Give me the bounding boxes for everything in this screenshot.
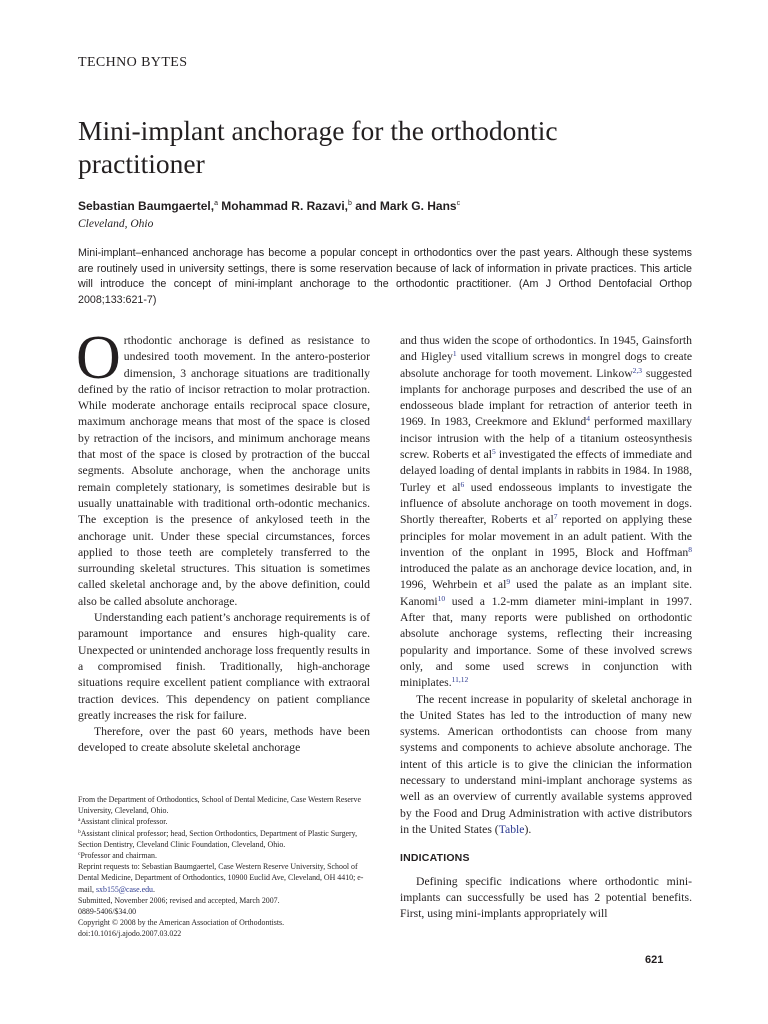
reference-link[interactable]: 8 (688, 544, 692, 554)
reference-link[interactable]: 4 (586, 414, 590, 424)
reference-link[interactable]: 2,3 (632, 365, 643, 375)
paragraph: The recent increase in popularity of skeletal anchorage in the United States has led to the introduction of many new systems. American orthodontists can choose from many systems and components to achieve absolute anchorage. The intent of this article is to give the clinician the information necessary to understand mini-implant anchorage systems as well as an overview of currently available systems approved by the Food and Drug Administration with active distributors in the United States (Table). (400, 692, 692, 836)
reference-link[interactable]: 9 (506, 577, 511, 587)
affiliation-footnote: From the Department of Orthodontics, School of Dental Medicine, Case Western Reserve University, Cleveland, Ohio. (78, 795, 361, 816)
reference-link[interactable]: 5 (491, 447, 496, 457)
footnote-b: $^b$Assistant clinical professor; head, Section Orthodontics, Department of Plastic Surgery, Section Dentistry, Cleveland Clinic Foundation, Cleveland, Ohio. (78, 828, 358, 849)
author-name: Mohammad R. Razavi, (217, 199, 348, 213)
reference-link[interactable]: 7 (553, 512, 558, 522)
right-column (400, 333, 692, 922)
email-link[interactable]: sxb155@case.edu (95, 884, 153, 894)
footnote-c: $^c$Professor and chairman. (78, 851, 157, 861)
affiliation-mark: c (456, 200, 461, 207)
reference-link[interactable]: 6 (460, 479, 465, 489)
doi-footnote: doi:10.1016/j.ajodo.2007.03.022 (78, 929, 182, 939)
section-heading: INDICATIONS (400, 852, 470, 865)
history-paragraph: and thus widen the scope of orthodontics. In 1945, Gainsforth and Higley$^1$ used vitallium screws in mongrel dogs to create absolute anchorage for tooth movement. Linkow$^{2,3}$ suggested implants for anchorage purposes and described the use of an endosseous blade implant for retraction of anterior teeth in 1969. In 1983, Creekmore and Eklund$^4$ performed maxillary incisor intrusion with the help of a titanium osteosynthesis screw. Roberts et al$^5$ investigated the effects of immediate and delayed loading of dental implants in rabbits in 1984. In 1988, Turley et al$^6$ used endosseous implants to investigate the influence of absolute anchorage on tooth movement in dogs. Shortly thereafter, Roberts et al$^7$ reported on applying these principles for molar movement in an adult patient. With the invention of the onplant in 1995, Block and Hoffman$^8$ introduced the palate as an anchorage device location, and, in 1996, Wehrbein et al$^9$ used the palate as an implant site. Kanomi$^{10}$ used a 1.2-mm diameter mini-implant in 1997. After that, many reports were published on orthodontic absolute anchorage systems, reflecting their increasing popularity and importance. Some of these involved screws only, and some used screws in conjunction with miniplates.$^{11,12}$ (400, 334, 693, 690)
paragraph: Therefore, over the past 60 years, methods have been developed to create absolute skeletal anchorage (78, 725, 370, 755)
drop-cap: O (76, 324, 121, 392)
article-title: Mini-implant anchorage for the orthodontic practitioner (78, 115, 558, 179)
author-name: and Mark G. Hans (351, 199, 457, 213)
affiliation-mark: a (214, 200, 218, 207)
intro-paragraph (76, 324, 370, 610)
issn-footnote: 0889-5406/$34.00 (78, 907, 137, 917)
footnotes (78, 794, 370, 940)
reprint-footnote: Reprint requests to: Sebastian Baumgaertel, Case Western Reserve University, School of Dental Medicine, Department of Orthodontics, 10900 Euclid Ave, Cleveland, OH 4410; e-mail, sxb155@case.edu. (78, 862, 364, 894)
author-location: Cleveland, Ohio (78, 218, 154, 230)
author-line (78, 199, 460, 213)
reference-link[interactable]: 10 (437, 593, 446, 603)
paragraph: Understanding each patient’s anchorage requirements is of paramount importance and ensures high-quality care. Unexpected or unintended anchorage loss frequently results in a compromised finish. Traditionally, high-anchorage situations require excellent patient compliance with extraoral traction devices. This dependency on patient compliance greatly increases the risk for failure. (78, 611, 370, 722)
paragraph-text: rthodontic anchorage is defined as resistance to undesired tooth movement. In the antero-posterior dimension, 3 anchorage situations are traditionally defined by the ratio of incisor retraction to molar protraction. While moderate anchorage entails reciprocal space closure, maximum anchorage means that most of the space is closed by retraction of the incisors, and minimum anchorage means that most of the space is closed by protraction of the buccal segments. Absolute anchorage, when the anchorage units remain completely stationary, is sometimes desirable but is usually unattainable with traditional orth-odontic mechanics. The exception is the presence of ankylosed teeth in the anchorage unit. Under these special circumstances, forces applied to those teeth are completely transferred to the surrounding skeletal structures. This situation is sometimes called skeletal anchorage and, by the above definition, could also be called absolute anchorage. (78, 334, 370, 608)
submitted-footnote: Submitted, November 2006; revised and accepted, March 2007. (78, 895, 280, 905)
footnote-a: $^a$Assistant clinical professor. (78, 817, 168, 827)
table-link[interactable]: Table (498, 822, 525, 836)
paragraph: Defining specific indications where orthodontic mini-implants can successfully be used has 2 potential benefits. First, using mini-implants appropriately will (400, 874, 692, 921)
page-number: 621 (645, 954, 664, 966)
author-name: Sebastian Baumgaertel, (78, 199, 215, 213)
copyright-footnote: Copyright © 2008 by the American Association of Orthodontists. (78, 918, 285, 928)
section-label: TECHNO BYTES (78, 55, 188, 70)
abstract: Mini-implant–enhanced anchorage has become a popular concept in orthodontics over the past years. Although these systems are routinely used in university settings, there is some reservation because of lack of information in private practices. This article will introduce the concept of mini-implant anchorage to the orthodontic practitioner. (Am J Orthod Dentofacial Orthop 2008;133:621-7) (78, 247, 692, 306)
reference-link[interactable]: 1 (452, 349, 457, 359)
reference-link[interactable]: 11,12 (451, 675, 469, 685)
affiliation-mark: b (348, 200, 352, 207)
left-column (76, 324, 370, 757)
